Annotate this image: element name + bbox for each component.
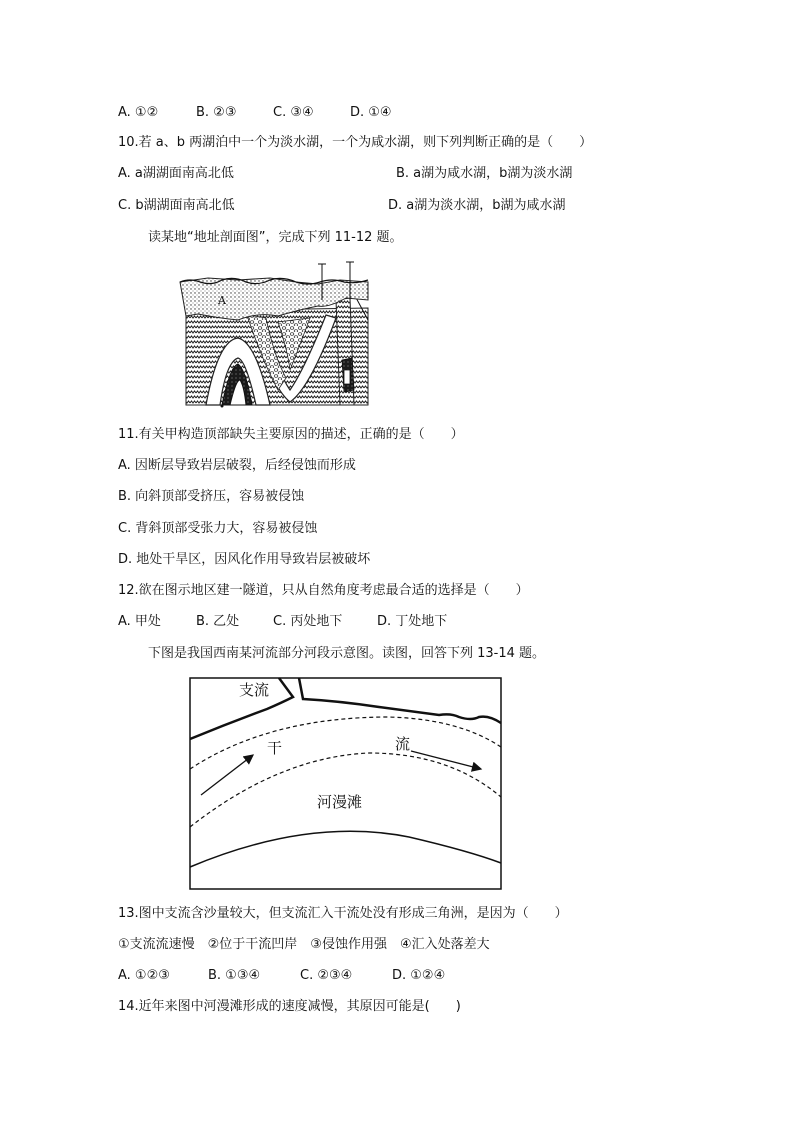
tributary-label: 支流 <box>239 681 270 699</box>
geologic-section-figure <box>178 260 378 408</box>
main-river-label-1: 干 <box>267 739 283 757</box>
q11-option-c: C. 背斜顶部受张力大，容易被侵蚀 <box>118 521 318 536</box>
q10-stem: 10.若 a、b 两湖泊中一个为淡水湖，一个为咸水湖，则下列判断正确的是（ ） <box>118 135 593 150</box>
q9-option-b: B. ②③ <box>196 105 237 120</box>
q9-option-c: C. ③④ <box>273 105 314 120</box>
q12-option-c: C. 丙处地下 <box>273 614 343 629</box>
q10-option-d: D. a湖为淡水湖，b湖为咸水湖 <box>388 198 566 213</box>
q13-option-b: B. ①③④ <box>208 968 261 983</box>
q10-option-c: C. b湖湖面南高北低 <box>118 198 235 213</box>
q13-statements: ①支流流速慢 ②位于干流凹岸 ③侵蚀作用强 ④汇入处落差大 <box>118 937 490 952</box>
q13-stem: 13.图中支流含沙量较大，但支流汇入干流处没有形成三角洲，是因为（ ） <box>118 906 568 921</box>
q11-option-d: D. 地处干旱区，因风化作用导致岩层被破坏 <box>118 552 371 567</box>
floodplain-label: 河漫滩 <box>317 793 363 811</box>
intro-11-12: 读某地“地址剖面图”，完成下列 11-12 题。 <box>148 230 403 245</box>
q11-option-a: A. 因断层导致岩层破裂，后经侵蚀而形成 <box>118 458 356 473</box>
q11-option-b: B. 向斜顶部受挤压，容易被侵蚀 <box>118 489 305 504</box>
q9-option-d: D. ①④ <box>350 105 392 120</box>
q14-stem: 14.近年来图中河漫滩形成的速度减慢，其原因可能是( ) <box>118 999 461 1014</box>
q9-option-a: A. ①② <box>118 105 159 120</box>
q10-option-b: B. a湖为咸水湖，b湖为淡水湖 <box>396 166 573 181</box>
q13-option-a: A. ①②③ <box>118 968 170 983</box>
q13-option-d: D. ①②④ <box>392 968 446 983</box>
q12-option-b: B. 乙处 <box>196 614 240 629</box>
q12-option-d: D. 丁处地下 <box>377 614 448 629</box>
intro-13-14: 下图是我国西南某河流部分河段示意图。读图，回答下列 13-14 题。 <box>148 646 546 661</box>
main-river-label-2: 流 <box>395 735 411 753</box>
q11-stem: 11.有关甲构造顶部缺失主要原因的描述，正确的是（ ） <box>118 427 464 442</box>
q12-option-a: A. 甲处 <box>118 614 161 629</box>
river-figure <box>189 677 503 891</box>
q13-option-c: C. ②③④ <box>300 968 353 983</box>
q12-stem: 12.欲在图示地区建一隧道，只从自然角度考虑最合适的选择是（ ） <box>118 583 529 598</box>
layer-a-label: A <box>218 294 226 307</box>
q10-option-a: A. a湖湖面南高北低 <box>118 166 234 181</box>
